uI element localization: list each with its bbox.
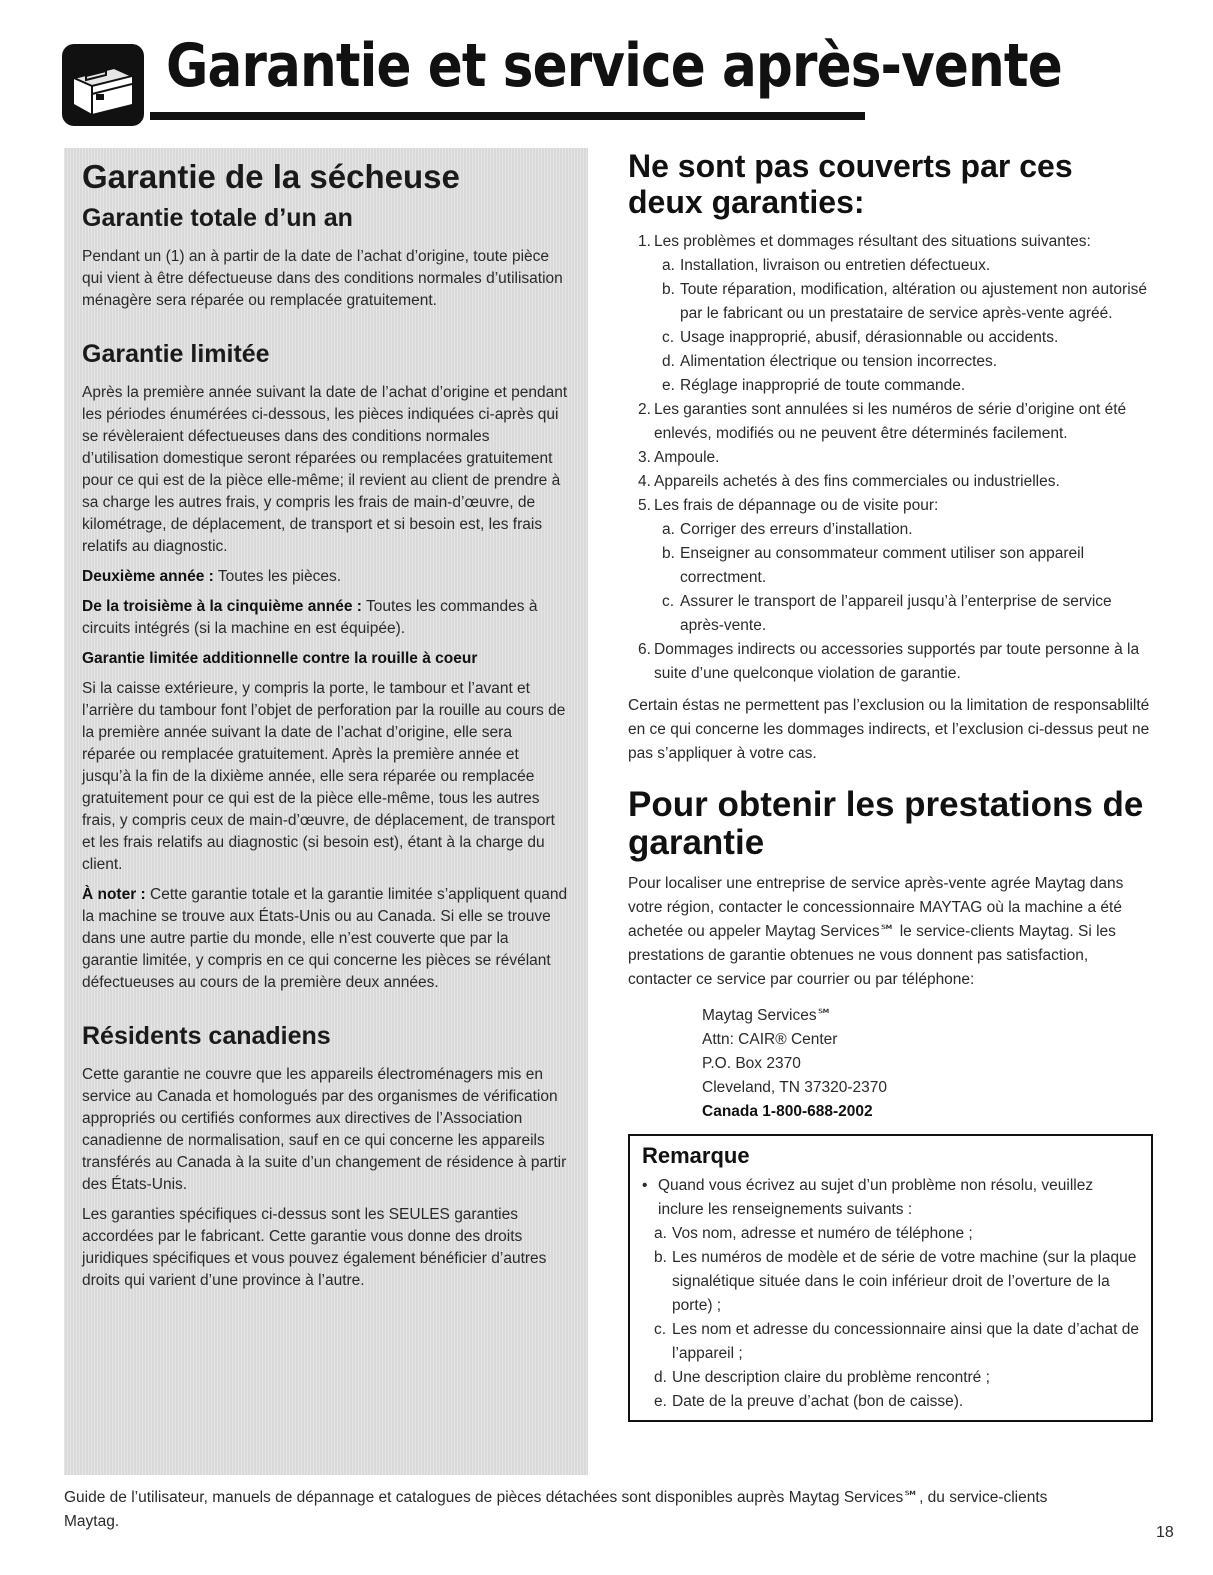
- right-column: [628, 148, 1153, 1422]
- remark-bullet-text: Quand vous écrivez au sujet d’un problème non résolu, veuillez inclure les renseignements suivants :: [658, 1177, 1094, 1218]
- year3-label: De la troisième à la cinquième année :: [82, 598, 362, 615]
- exclusion-text: Les problèmes et dommages résultant des situations suivantes:: [654, 233, 1091, 250]
- toolbox-icon: [62, 44, 144, 126]
- remark-bullet: [642, 1174, 1141, 1222]
- exclusion-number: 4.: [638, 473, 651, 490]
- exclusion-subitem-letter: b.: [662, 281, 675, 298]
- exclusion-subitem-letter: a.: [662, 521, 675, 538]
- dryer-warranty-title: Garantie de la sécheuse: [82, 158, 460, 195]
- exclusions-title: Ne sont pas couverts par ces deux garanties:: [628, 148, 1073, 220]
- remark-item: [654, 1246, 1141, 1318]
- exclusion-subitem-text: Corriger des erreurs d’installation.: [680, 521, 913, 538]
- year2-label: Deuxième année :: [82, 568, 214, 585]
- rust-text: Si la caisse extérieure, y compris la porte, le tambour et l’avant et l’arrière du tambour font l’objet de perforation par la rouille au cours de la première année suivant la date de l’achat d’origine, elle sera réparée ou remplacée gratuitement. Après la première année et jusqu’à la fin de la dixième année, elle sera réparée ou remplacée gratuitement pour ce qui est de la pièce elle-même, tous les autres frais, y compris ceux de main-d’œuvre, de déplacement, de transport et les frais relatifs au diagnostic (si besoin est), étant à la charge du client.: [82, 680, 566, 873]
- exclusion-number: 6.: [638, 641, 651, 658]
- exclusion-subitem-text: Enseigner au consommateur comment utiliser son appareil correctment.: [680, 545, 1085, 586]
- exclusion-subitem-text: Assurer le transport de l’appareil jusqu’à l’enterprise de service après-vente.: [680, 593, 1112, 634]
- year3-paragraph: [82, 596, 568, 640]
- exclusion-item: [638, 638, 1153, 686]
- exclusion-text: Ampoule.: [654, 449, 720, 466]
- remark-item-letter: e.: [654, 1393, 667, 1410]
- canadian-residents-text-2: Les garanties spécifiques ci-dessus sont les SEULES garanties accordées par le fabricant. Cette garantie vous donne des droits juridiques spécifiques et vous pouvez également bénéficier d’autres droits qui varient d’une province à l’autre.: [82, 1206, 547, 1289]
- exclusion-subitem-text: Installation, livraison ou entretien défectueux.: [680, 257, 991, 274]
- year3-text: Toutes les commandes à circuits intégrés (si la machine en est équipée).: [82, 598, 538, 637]
- exclusion-number: 3.: [638, 449, 651, 466]
- exclusion-subitem-text: Réglage inapproprié de toute commande.: [680, 377, 966, 394]
- exclusion-number: 1.: [638, 233, 651, 250]
- rust-heading: Garantie limitée additionnelle contre la rouille à coeur: [82, 650, 478, 667]
- remark-item-text: Les numéros de modèle et de série de votre machine (sur la plaque signalétique située dans le coin inférieur droit de l’overture de la porte) ;: [672, 1249, 1137, 1314]
- exclusion-subitem-text: Usage inapproprié, abusif, dérasionnable ou accidents.: [680, 329, 1059, 346]
- dryer-warranty-panel: [64, 148, 588, 1475]
- year2-text: Toutes les pièces.: [217, 568, 342, 585]
- remark-item-letter: c.: [654, 1321, 667, 1338]
- exclusion-subitem-text: Toute réparation, modification, altération ou ajustement non autorisé par le fabricant ou un prestataire de service après-vente agréé.: [680, 281, 1148, 322]
- address-line-3: P.O. Box 2370: [702, 1055, 801, 1072]
- remark-item-letter: d.: [654, 1369, 667, 1386]
- exclusion-subitem-letter: a.: [662, 257, 675, 274]
- note-paragraph: [82, 884, 568, 994]
- remark-item-letter: b.: [654, 1249, 667, 1266]
- note-label: À noter :: [82, 886, 146, 903]
- exclusion-subitem-letter: c.: [662, 593, 675, 610]
- remark-title: Remarque: [642, 1143, 750, 1168]
- exclusion-text: Appareils achetés à des fins commerciales ou industrielles.: [654, 473, 1060, 490]
- exclusion-subitem: [662, 542, 1153, 590]
- exclusions-list: [628, 230, 1153, 686]
- footer-text: Guide de l’utilisateur, manuels de dépannage et catalogues de pièces détachées sont disponibles auprès Maytag Services℠, du service-clients Maytag.: [64, 1489, 1048, 1530]
- exclusion-subitem: [662, 350, 1153, 374]
- remark-item-letter: a.: [654, 1225, 667, 1242]
- remark-item-text: Date de la preuve d’achat (bon de caisse).: [672, 1393, 964, 1410]
- limited-warranty-heading: Garantie limitée: [82, 340, 270, 368]
- remark-item-text: Les nom et adresse du concessionnaire ainsi que la date d’achat de l’appareil ;: [672, 1321, 1140, 1362]
- canadian-residents-text-1: Cette garantie ne couvre que les appareils électroménagers mis en service au Canada et homologués par des organismes de vérification appropriés ou certifiés conformes aux directives de l’Association canadienne de normalisation, sauf en ce qui concerne les appareils transférés au Canada à la suite d’un changement de résidence à partir des États-Unis.: [82, 1066, 567, 1193]
- remark-item-text: Une description claire du problème rencontré ;: [672, 1369, 990, 1386]
- limited-warranty-text: Après la première année suivant la date de l’achat d’origine et pendant les périodes énumérées ci-dessous, les pièces indiquées ci-après qui se révèleraient défectueuses dans des conditions normales d’utilisation domestique seront réparées ou remplacées gratuitement pour ce qui est de la pièce elle-même; il revient au client de prendre à sa charge les autres frais, y compris les frais de main-d’œuvre, de kilométrage, de déplacement, de transport et si besoin est, les frais relatifs au diagnostic.: [82, 384, 568, 555]
- remark-item: [654, 1390, 1141, 1414]
- exclusion-text: Les frais de dépannage ou de visite pour:: [654, 497, 939, 514]
- note-text: Cette garantie totale et la garantie limitée s’appliquent quand la machine se trouve aux États-Unis ou au Canada. Si elle se trouve dans une autre partie du monde, elle n’est couverte que par la garantie limitée, y compris en ce qui concerne les pièces se révélant défectueuses au cours de la première deux années.: [82, 886, 568, 991]
- exclusion-item: [638, 398, 1153, 446]
- service-address: [702, 1004, 1153, 1124]
- rust-heading-paragraph: [82, 648, 568, 670]
- exclusion-subitem: [662, 374, 1153, 398]
- title-rule: [150, 112, 865, 120]
- year2-paragraph: [82, 566, 568, 588]
- remark-item: [654, 1318, 1141, 1366]
- exclusion-subitem-text: Alimentation électrique ou tension incorrectes.: [680, 353, 998, 370]
- exclusion-subitem-letter: b.: [662, 545, 675, 562]
- exclusion-subitem: [662, 590, 1153, 638]
- exclusion-item: [638, 494, 1153, 518]
- exclusion-item: [638, 230, 1153, 254]
- address-line-1: Maytag Services℠: [702, 1007, 833, 1024]
- service-text: Pour localiser une entreprise de service après-vente agrée Maytag dans votre région, contacter le concessionnaire MAYTAG où la machine a été achetée ou appeler Maytag Services℠ le service-clients Maytag. Si les prestations de garantie obtenues ne vous donnent pas satisfaction, contacter ce service par courrier ou par téléphone:: [628, 875, 1124, 988]
- canadian-residents-heading: Résidents canadiens: [82, 1022, 331, 1050]
- exclusion-item: [638, 470, 1153, 494]
- exclusion-subitem: [662, 278, 1153, 326]
- remark-list: [642, 1222, 1141, 1414]
- remark-item: [654, 1222, 1141, 1246]
- address-line-4: Cleveland, TN 37320-2370: [702, 1079, 887, 1096]
- exclusion-item: [638, 446, 1153, 470]
- exclusion-text: Dommages indirects ou accessories supportés par toute personne à la suite d’une quelconque violation de garantie.: [654, 641, 1140, 682]
- exclusion-subitem-letter: e.: [662, 377, 675, 394]
- exclusion-subitem-letter: d.: [662, 353, 675, 370]
- page-title: Garantie et service après-vente: [166, 31, 1062, 101]
- exclusion-subitem: [662, 254, 1153, 278]
- exclusion-subitem-letter: c.: [662, 329, 675, 346]
- exclusion-subitem: [662, 518, 1153, 542]
- exclusions-note: Certain éstas ne permettent pas l’exclusion ou la limitation de responsablilté en ce qui concerne les dommages indirects, et l’exclusion ci-dessus peut ne pas s’appliquer à votre cas.: [628, 697, 1150, 762]
- exclusion-number: 2.: [638, 401, 651, 418]
- full-warranty-text: Pendant un (1) an à partir de la date de l’achat d’origine, toute pièce qui vient à être défectueuse dans des conditions normales d’utilisation ménagère sera réparée ou remplacée gratuitement.: [82, 248, 563, 309]
- canada-phone: Canada 1-800-688-2002: [702, 1103, 873, 1120]
- service-title: Pour obtenir les prestations de garantie: [628, 785, 1144, 862]
- full-warranty-heading: Garantie totale d’un an: [82, 204, 353, 232]
- exclusion-subitem: [662, 326, 1153, 350]
- remark-item: [654, 1366, 1141, 1390]
- bullet-icon: •: [642, 1177, 648, 1194]
- remark-item-text: Vos nom, adresse et numéro de téléphone ;: [672, 1225, 973, 1242]
- remark-box: [628, 1134, 1153, 1422]
- address-line-2: Attn: CAIR® Center: [702, 1031, 838, 1048]
- exclusion-number: 5.: [638, 497, 651, 514]
- exclusion-text: Les garanties sont annulées si les numéros de série d’origine ont été enlevés, modifiés ou ne peuvent être déterminés facilement.: [654, 401, 1127, 442]
- page-number: 18: [1156, 1524, 1174, 1541]
